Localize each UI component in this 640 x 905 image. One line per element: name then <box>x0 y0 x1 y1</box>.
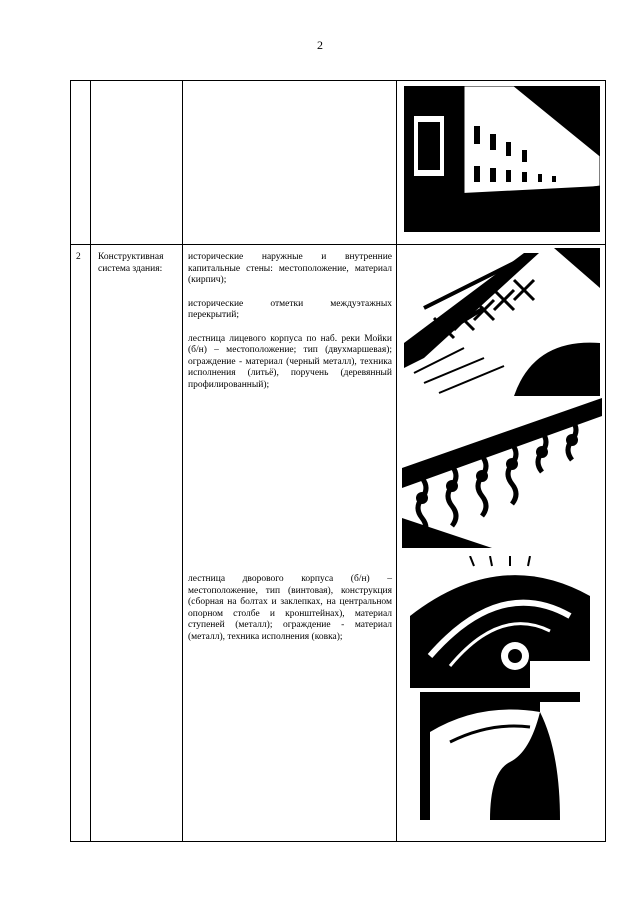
spiral-staircase-top-photo <box>410 556 590 688</box>
staircase-flight-photo <box>404 248 600 396</box>
street-facade-photo <box>404 86 600 232</box>
row-description <box>188 252 392 403</box>
table-row-divider <box>70 244 606 245</box>
table-border-col2 <box>182 80 183 842</box>
table-border-right <box>605 80 606 842</box>
page-number: 2 <box>317 38 323 52</box>
table-border-col1 <box>90 80 91 842</box>
heritage-table <box>70 80 606 842</box>
spiral-staircase-bottom-photo <box>420 692 580 820</box>
row-title: Конструктивная система здания: <box>98 252 164 274</box>
row-number: 2 <box>76 252 81 262</box>
table-border-col3 <box>396 80 397 842</box>
item-walls: исторические наружные и внутренние капитальные стены: местоположение, материал (кирпич); <box>188 252 392 285</box>
row-description-yard <box>188 574 392 655</box>
item-yard-staircase: лестница дворового корпуса (б/н) – местоположение, тип (винтовая), конструкция (сборная на болтах и заклепках, на центральном опорном столбе и кронштейнах), материал ступеней (металл); ограждение - материал (металл), техника исполнения (ковка); <box>188 574 392 642</box>
table-border-bottom <box>70 841 606 842</box>
table-border-top <box>70 80 606 81</box>
table-border-left <box>70 80 71 842</box>
cast-iron-railing-photo <box>402 398 602 548</box>
item-front-staircase: лестница лицевого корпуса по наб. реки Мойки (б/н) – местоположение; тип (двухмаршевая); ограждение - материал (черный металл), техника исполнения (литьё), поручень (деревянный профилированный); <box>188 333 392 390</box>
item-floor-marks: исторические отметки междуэтажных перекрытий; <box>188 298 392 320</box>
